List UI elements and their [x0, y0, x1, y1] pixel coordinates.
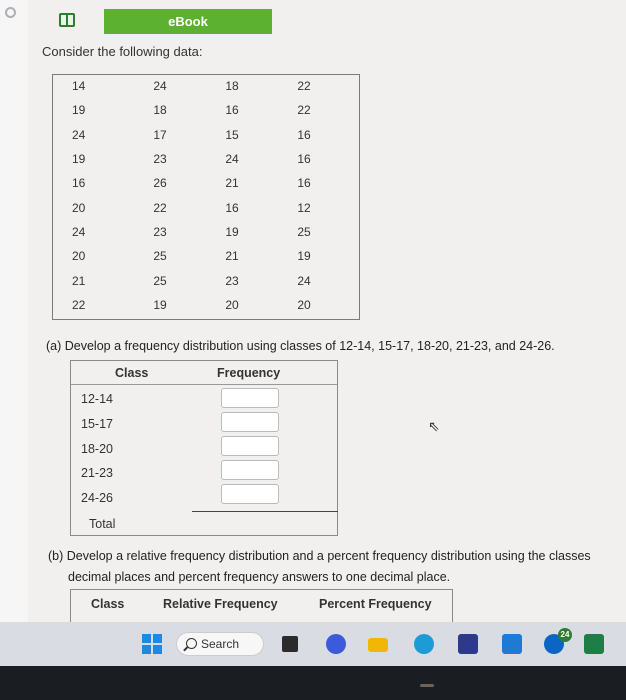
part-a-question: (a) Develop a frequency distribution using classes of 12-14, 15-17, 18-20, 21-23, and 24-26.	[46, 339, 555, 353]
data-row	[52, 244, 340, 268]
data-row	[52, 220, 340, 244]
left-strip	[0, 0, 28, 622]
data-cell: 15	[225, 127, 239, 142]
edge-browser-icon[interactable]	[414, 634, 434, 654]
data-row	[52, 293, 340, 317]
file-explorer-icon[interactable]	[368, 638, 388, 652]
data-cell: 24	[225, 152, 239, 167]
data-cell: 19	[153, 297, 167, 312]
class-label: 15-17	[81, 417, 113, 431]
frequency-input-12-14[interactable]	[221, 388, 279, 408]
radio-button[interactable]	[5, 7, 16, 18]
data-cell: 18	[225, 79, 239, 94]
data-cell: 20	[72, 249, 86, 264]
data-cell: 12	[297, 200, 311, 215]
data-row	[52, 123, 340, 147]
data-cell: 16	[297, 127, 311, 142]
book-icon[interactable]	[59, 13, 75, 27]
class-header: Class	[115, 366, 149, 380]
class-label: 18-20	[81, 442, 113, 456]
percent-frequency-header: Percent Frequency	[319, 597, 432, 611]
data-cell: 20	[225, 297, 239, 312]
frequency-input-15-17[interactable]	[221, 412, 279, 432]
frequency-input-21-23[interactable]	[221, 460, 279, 480]
frequency-table	[70, 360, 338, 536]
class-label: 12-14	[81, 392, 113, 406]
data-cell: 16	[225, 103, 239, 118]
data-cell: 18	[153, 103, 167, 118]
task-view-icon[interactable]	[282, 636, 298, 652]
part-b-question-line2: decimal places and percent frequency answers to one decimal place.	[68, 570, 451, 584]
data-row	[52, 74, 340, 98]
data-cell: 17	[153, 127, 167, 142]
chat-icon[interactable]	[326, 634, 346, 654]
ebook-button[interactable]: eBook	[104, 9, 272, 34]
class-label: 21-23	[81, 466, 113, 480]
data-row	[52, 195, 340, 219]
data-cell: 22	[297, 79, 311, 94]
data-cell: 16	[297, 152, 311, 167]
data-cell: 20	[297, 297, 311, 312]
frequency-input-24-26[interactable]	[221, 484, 279, 504]
data-cell: 19	[72, 152, 86, 167]
data-cell: 25	[153, 249, 167, 264]
total-label: Total	[89, 517, 116, 531]
data-cell: 25	[297, 224, 311, 239]
data-cell: 21	[72, 273, 86, 288]
data-row	[52, 98, 340, 122]
data-cell: 24	[297, 273, 311, 288]
windows-taskbar	[0, 622, 626, 666]
data-cell: 22	[153, 200, 167, 215]
data-cell: 16	[225, 200, 239, 215]
data-cell: 19	[72, 103, 86, 118]
data-table	[52, 74, 340, 317]
intro-text: Consider the following data:	[42, 44, 203, 59]
store-icon[interactable]	[458, 634, 478, 654]
notification-badge: 24	[558, 628, 572, 642]
header-divider	[71, 384, 337, 385]
data-cell: 23	[153, 224, 167, 239]
data-row	[52, 268, 340, 292]
laptop-bezel-logo	[420, 684, 434, 687]
excel-icon[interactable]	[584, 634, 604, 654]
relative-frequency-header: Relative Frequency	[163, 597, 278, 611]
data-cell: 25	[153, 273, 167, 288]
data-row	[52, 147, 340, 171]
data-cell: 24	[153, 79, 167, 94]
data-cell: 16	[297, 176, 311, 191]
data-row	[52, 171, 340, 195]
data-cell: 19	[225, 224, 239, 239]
data-cell: 23	[225, 273, 239, 288]
taskbar-search[interactable]	[176, 632, 264, 656]
data-cell: 21	[225, 176, 239, 191]
data-cell: 16	[72, 176, 86, 191]
frequency-input-18-20[interactable]	[221, 436, 279, 456]
data-cell: 19	[297, 249, 311, 264]
search-label: Search	[201, 637, 240, 651]
data-cell: 14	[72, 79, 86, 94]
problem-content	[28, 0, 626, 622]
data-cell: 21	[225, 249, 239, 264]
search-icon	[186, 638, 197, 649]
data-cell: 26	[153, 176, 167, 191]
frequency-header: Frequency	[217, 366, 281, 380]
total-divider	[192, 511, 338, 512]
relative-frequency-table	[70, 589, 453, 622]
data-cell: 24	[72, 127, 86, 142]
class-label: 24-26	[81, 491, 113, 505]
app-icon[interactable]	[502, 634, 522, 654]
data-cell: 24	[72, 224, 86, 239]
windows-start-icon[interactable]	[142, 634, 162, 654]
mouse-pointer-icon: ⇖	[428, 418, 440, 434]
data-cell: 23	[153, 152, 167, 167]
class-header: Class	[91, 597, 125, 611]
data-cell: 22	[72, 297, 86, 312]
part-b-question-line1: (b) Develop a relative frequency distribution and a percent frequency distribution using the classes	[48, 549, 591, 563]
data-cell: 20	[72, 200, 86, 215]
data-cell: 22	[297, 103, 311, 118]
